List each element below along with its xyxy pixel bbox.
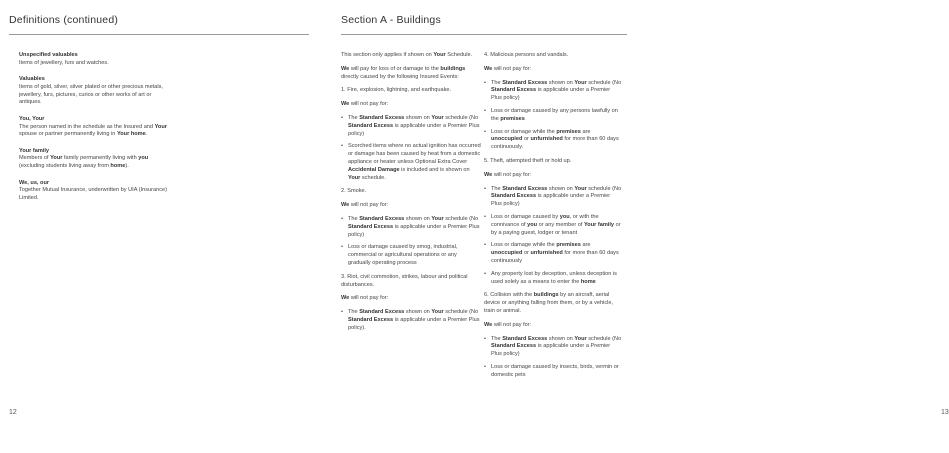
exclusion-list: [484, 80, 622, 152]
paragraph: [341, 274, 481, 290]
text-run: Together Mutual Insurance, underwritten by UIA (Insurance) Limited.: [19, 187, 167, 202]
bold-term: Standard Excess: [502, 335, 548, 342]
text-run: Loss or damage caused by any persons lawfully on the: [491, 107, 618, 122]
list-item: [484, 242, 622, 265]
definition-term: Unspecified valuables: [19, 52, 78, 58]
bold-term: Standard Excess: [348, 223, 394, 230]
text-run: by an aircraft, aerial device or anything falling from them, or by a vehicle, train or animal.: [484, 292, 614, 314]
bold-term: Standard Excess: [502, 79, 548, 86]
bold-term: home: [110, 163, 126, 170]
text-run: Loss or damage caused by insects, birds, vermin or domestic pets: [491, 363, 619, 378]
text-run: schedule.: [360, 174, 386, 181]
definition-entry: [19, 76, 169, 107]
definition-entry: [19, 52, 169, 68]
list-item: [484, 336, 622, 359]
text-run: schedule (No: [586, 335, 622, 342]
text-run: Items of jewellery, furs and watches.: [19, 59, 109, 66]
list-item: [341, 115, 481, 138]
text-run: schedule (No: [443, 309, 479, 316]
bold-term: Standard Excess: [348, 316, 394, 323]
bold-term: We: [484, 65, 493, 72]
paragraph: [341, 52, 481, 60]
text-run: is applicable under a Premier Plus policy): [491, 87, 611, 102]
paragraph: [341, 295, 481, 303]
text-run: will not pay for:: [492, 171, 532, 178]
text-run: The: [491, 79, 503, 86]
text-run: will not pay for:: [349, 202, 389, 209]
definition-text: [19, 84, 169, 107]
bold-term: Your: [433, 52, 446, 58]
text-run: The: [491, 185, 503, 192]
text-run: is applicable under a Premier Plus policy): [348, 223, 480, 238]
text-run: Loss or damage while the: [491, 242, 557, 249]
bold-term: unfurnished: [530, 250, 563, 257]
bold-term: Your: [574, 185, 587, 192]
list-item: [484, 129, 622, 152]
page-number-left: 12: [9, 409, 17, 416]
bold-term: buildings: [533, 292, 559, 299]
text-run: family permanently living with: [62, 155, 139, 162]
text-run: shown on: [404, 309, 432, 316]
list-item: [341, 309, 481, 332]
list-item: [341, 216, 481, 239]
bold-term: Your: [154, 123, 167, 130]
paragraph: [484, 292, 622, 315]
bold-term: Standard Excess: [348, 122, 394, 129]
text-run: .: [145, 131, 148, 138]
bold-term: Standard Excess: [359, 215, 405, 222]
bold-term: buildings: [440, 65, 466, 72]
bold-term: home: [580, 278, 596, 285]
definition-text: [19, 187, 169, 203]
text-run: The: [348, 215, 360, 222]
bold-term: Your home: [116, 131, 146, 138]
text-run: (excluding students living away from: [19, 163, 111, 170]
text-run: schedule (No: [443, 114, 479, 121]
left-page: [0, 0, 319, 453]
bold-term: Your: [431, 309, 444, 316]
bold-term: Your: [574, 335, 587, 342]
text-run: shown on: [404, 215, 432, 222]
definition-entry: [19, 148, 169, 171]
text-run: or by a paying guest, lodger or tenant: [491, 221, 621, 236]
text-run: is included and is shown on: [399, 166, 470, 173]
text-run: The: [491, 335, 503, 342]
text-run: Schedule.: [445, 52, 473, 58]
text-run: Any property lost by deception, unless deception is used solely as a means to enter the: [491, 270, 617, 285]
bold-term: Your: [348, 174, 361, 181]
bold-term: We: [484, 171, 493, 178]
text-run: schedule (No: [586, 185, 622, 192]
list-item: [484, 271, 622, 287]
text-run: is applicable under a Premier Plus policy).: [348, 316, 480, 331]
text-run: schedule (No: [586, 79, 622, 86]
paragraph: [484, 52, 622, 60]
bold-term: you: [138, 155, 149, 162]
paragraph: [484, 66, 622, 74]
bold-term: Your: [431, 215, 444, 222]
page-number-right: 13: [941, 409, 949, 416]
text-run: are: [580, 128, 591, 135]
bold-term: unoccupied: [491, 250, 523, 257]
paragraph: [484, 172, 622, 180]
text-run: will not pay for:: [492, 321, 532, 328]
bold-term: Standard Excess: [502, 185, 548, 192]
text-run: 1. Fire, explosion, lightning, and earthquake.: [341, 87, 452, 94]
text-run: , or with the connivance of: [491, 213, 599, 228]
text-run: The: [348, 114, 360, 121]
text-run: are: [580, 242, 591, 249]
list-item: [341, 143, 481, 182]
text-run: 6. Collision with the: [484, 292, 534, 299]
text-run: 3. Riot, civil commotion, strikes, labour and political disturbances.: [341, 273, 468, 288]
list-item: [484, 186, 622, 209]
bold-term: you: [559, 213, 570, 220]
paragraph: [341, 188, 481, 196]
exclusion-list: [341, 216, 481, 268]
text-run: is applicable under a Premier Plus policy): [491, 193, 611, 208]
exclusion-list: [484, 336, 622, 380]
text-run: is applicable under a Premier Plus policy): [348, 122, 480, 137]
bold-term: We: [341, 101, 350, 108]
title-divider: [9, 34, 309, 35]
list-item: [484, 364, 622, 380]
bold-term: Your: [50, 155, 63, 162]
bold-term: We: [341, 202, 350, 209]
text-run: Items of gold, silver, silver plated or other precious metals, jewellery, furs, pictures, curios or other works of art or antiques.: [19, 83, 163, 106]
text-run: shown on: [547, 185, 575, 192]
text-run: Members of: [19, 155, 51, 162]
bold-term: Accidental Damage: [348, 166, 400, 173]
definition-term: Valuables: [19, 76, 45, 83]
text-run: This section only applies if shown on: [341, 52, 434, 58]
text-run: The person named in the schedule as the Insured and: [19, 123, 155, 130]
definition-term: We, us, our: [19, 179, 50, 186]
bold-term: premises: [556, 242, 581, 249]
bold-term: We: [341, 65, 350, 72]
exclusion-list: [341, 309, 481, 332]
text-run: The: [348, 309, 360, 316]
text-run: spouse or partner permanently living in: [19, 131, 117, 138]
bold-term: Standard Excess: [491, 343, 537, 350]
paragraph: [484, 322, 622, 330]
text-run: for more than 60 days continuously.: [491, 136, 619, 151]
text-run: or: [522, 136, 531, 143]
text-run: will not pay for:: [349, 101, 389, 108]
page-title-section-a: Section A - Buildings: [341, 14, 441, 26]
text-run: 4. Malicious persons and vandals.: [484, 52, 569, 58]
list-item: [484, 214, 622, 237]
bold-term: Standard Excess: [491, 193, 537, 200]
text-run: will not pay for:: [492, 65, 532, 72]
text-run: shown on: [547, 79, 575, 86]
bold-term: Standard Excess: [359, 309, 405, 316]
bold-term: you: [527, 221, 538, 228]
paragraph: [341, 66, 481, 82]
text-run: 5. Theft, attempted theft or hold up.: [484, 157, 572, 164]
section-a-column-1: [341, 52, 481, 339]
section-a-column-2: [484, 52, 622, 386]
text-run: or any member of: [537, 221, 584, 228]
bold-term: We: [484, 321, 493, 328]
definition-term: Your family: [19, 147, 50, 154]
definition-text: [19, 124, 169, 140]
paragraph: [341, 101, 481, 109]
list-item: [484, 80, 622, 103]
bold-term: premises: [556, 128, 581, 135]
bold-term: Standard Excess: [359, 114, 405, 121]
definition-text: [19, 60, 169, 68]
bold-term: Standard Excess: [491, 87, 537, 94]
definition-entry: [19, 116, 169, 139]
bold-term: premises: [500, 115, 525, 122]
bold-term: Your family: [583, 221, 615, 228]
definition-term: You, Your: [19, 115, 45, 122]
bold-term: unfurnished: [530, 136, 563, 143]
text-run: or: [522, 250, 531, 257]
text-run: Loss or damage caused by smog, industrial, commercial or agricultural operations or any gradually operating process: [348, 244, 458, 266]
text-run: shown on: [404, 114, 432, 121]
list-item: [341, 244, 481, 267]
page-title-definitions: Definitions (continued): [9, 14, 119, 26]
definitions-list: [19, 52, 169, 211]
exclusion-list: [484, 186, 622, 287]
text-run: Scorched items where no actual ignition has occurred or damage has been caused by heat from a domestic appliance or heater unless Optional Extra Cover: [348, 143, 481, 165]
paragraph: [341, 87, 481, 95]
definition-entry: [19, 180, 169, 203]
text-run: shown on: [547, 335, 575, 342]
paragraph: [484, 158, 622, 166]
text-run: will pay for loss of or damage to the: [349, 65, 441, 72]
bold-term: Your: [574, 79, 587, 86]
text-run: will not pay for:: [349, 295, 389, 302]
definition-text: [19, 155, 169, 171]
title-divider: [341, 34, 627, 35]
text-run: Loss or damage caused by: [491, 213, 560, 220]
text-run: for more than 60 days continuously: [491, 250, 619, 264]
paragraph: [341, 202, 481, 210]
bold-term: Your: [431, 114, 444, 121]
text-run: schedule (No: [443, 215, 479, 222]
text-run: Loss or damage while the: [491, 128, 557, 135]
exclusion-list: [341, 115, 481, 182]
text-run: directly caused by the following Insured Events:: [341, 73, 459, 80]
bold-term: We: [341, 295, 350, 302]
text-run: is applicable under a Premier Plus policy): [491, 343, 611, 358]
text-run: 2. Smoke.: [341, 188, 367, 195]
text-run: ).: [125, 163, 129, 170]
bold-term: unoccupied: [491, 136, 523, 143]
list-item: [484, 108, 622, 124]
